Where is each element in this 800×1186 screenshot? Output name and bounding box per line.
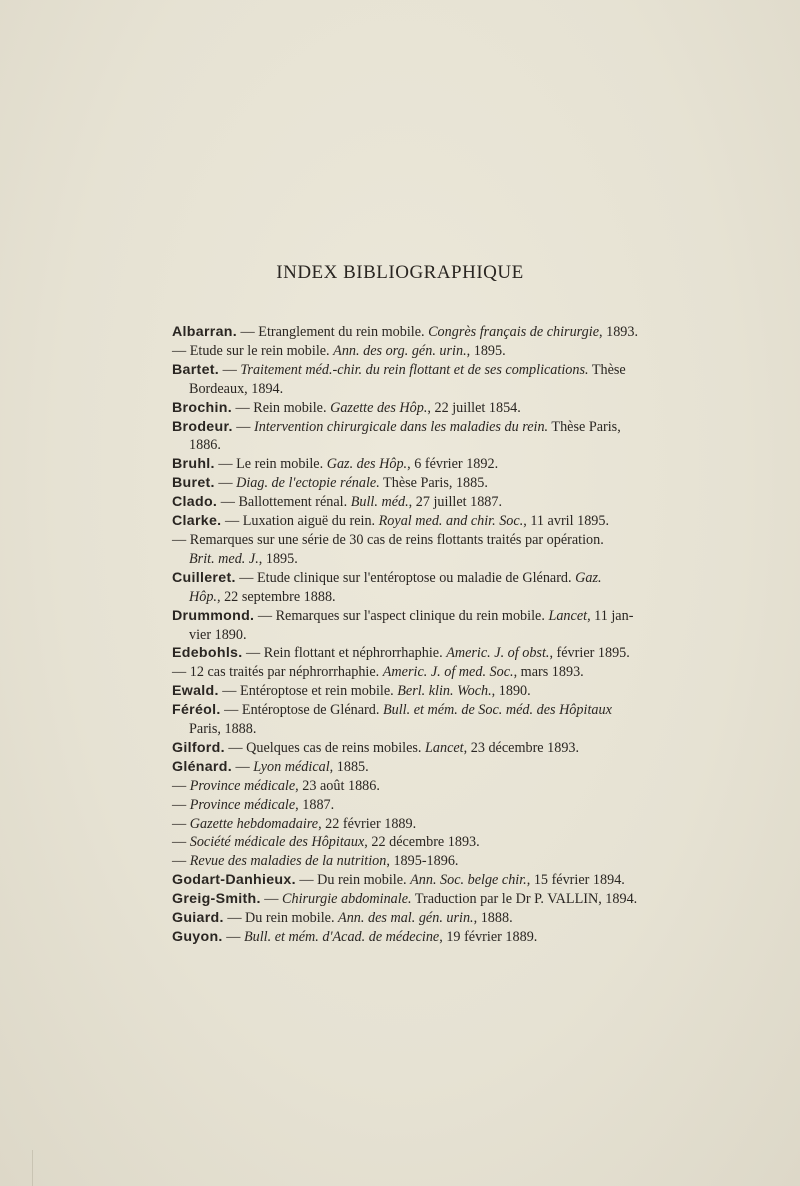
- author-name: Bruhl.: [172, 456, 215, 473]
- publication-title: Congrès français de chirurgie: [428, 324, 599, 340]
- author-name: Bartet.: [172, 361, 220, 378]
- bibliography-entry: [172, 701, 662, 739]
- entry-tail: , 1885.: [329, 758, 369, 775]
- entry-text: —: [172, 796, 190, 813]
- entry-tail: , 1895.: [466, 342, 506, 359]
- entry-tail: , 11 avril 1895.: [523, 513, 610, 530]
- author-name: Féréol.: [172, 702, 221, 719]
- publication-title: Gaz. des Hôp.: [326, 456, 408, 473]
- entry-text: — Quelques cas de reins mobiles.: [224, 739, 425, 756]
- entry-tail: , 11 jan-: [587, 607, 634, 624]
- continuation-text: Bordeaux, 1894.: [189, 380, 284, 397]
- entry-tail: , 15 février 1894.: [526, 872, 625, 889]
- entry-text: — Remarques sur l'aspect clinique du rein mobile.: [254, 607, 549, 624]
- author-name: Buret.: [172, 475, 215, 492]
- author-name: Godart-Danhieux.: [172, 872, 296, 889]
- entry-tail: , 1893.: [599, 324, 639, 340]
- bibliography-entry: [172, 342, 662, 361]
- author-name: Ewald.: [172, 683, 219, 700]
- bibliography-entry: [172, 644, 662, 663]
- bibliography-entry: [172, 361, 662, 399]
- entry-tail: , 19 février 1889.: [439, 929, 538, 945]
- entry-tail: , 23 décembre 1893.: [463, 739, 580, 756]
- publication-title: Royal med. and chir. Soc.: [378, 513, 524, 530]
- publication-title: Chirurgie abdominale.: [282, 891, 412, 908]
- entry-tail: , février 1895.: [549, 645, 630, 662]
- publication-title: Gazette hebdomadaire: [189, 815, 319, 832]
- entry-tail: , 6 février 1892.: [407, 456, 499, 473]
- continuation-tail: , 1895.: [258, 550, 298, 567]
- publication-title: Bull. et mém. de Soc. méd. des Hôpitaux: [382, 702, 612, 719]
- publication-title: Gaz.: [575, 569, 602, 586]
- entry-text: — Le rein mobile.: [214, 456, 327, 473]
- continuation-text: 1886.: [189, 437, 221, 454]
- entry-tail: , 1887.: [295, 796, 335, 813]
- entry-tail: , 22 février 1889.: [318, 815, 417, 832]
- entry-text: —: [172, 853, 190, 870]
- bibliography-entry: [172, 909, 662, 928]
- entry-tail: Thèse Paris,: [548, 418, 621, 435]
- publication-title: Americ. J. of med. Soc.: [382, 664, 514, 681]
- bibliography-entry: [172, 474, 662, 493]
- margin-rule: [32, 1150, 33, 1186]
- entry-text: — Du rein mobile.: [223, 910, 339, 927]
- continuation-tail: , 22 septembre 1888.: [216, 588, 336, 605]
- author-name: Greig-Smith.: [172, 891, 261, 908]
- author-name: Albarran.: [172, 324, 237, 340]
- publication-title: Intervention chirurgicale dans les maladies du rein.: [254, 418, 549, 435]
- entry-continuation: [172, 588, 662, 607]
- entry-tail: Traduction par le Dr P. VALLIN, 1894.: [411, 891, 638, 908]
- publication-title: Berl. klin. Woch.: [397, 683, 492, 700]
- bibliography-entry: [172, 663, 662, 682]
- entry-text: — Luxation aiguë du rein.: [221, 513, 379, 530]
- publication-title: Lancet: [425, 739, 464, 756]
- entry-text: — 12 cas traités par néphrorrhaphie.: [172, 664, 383, 681]
- entry-tail: , 22 juillet 1854.: [427, 399, 521, 416]
- author-name: Clarke.: [172, 513, 222, 530]
- entry-text: — Etranglement du rein mobile.: [237, 324, 429, 340]
- bibliography-entry: [172, 739, 662, 758]
- entry-tail: Thèse: [588, 361, 626, 378]
- entry-tail: Thèse Paris, 1885.: [379, 475, 488, 492]
- entry-text: —: [231, 758, 254, 775]
- publication-title: Gazette des Hôp.: [330, 399, 428, 416]
- entry-text: — Etude clinique sur l'entéroptose ou maladie de Glénard.: [235, 569, 576, 586]
- entry-text: —: [219, 361, 241, 378]
- bibliography-entry: [172, 607, 662, 645]
- publication-title: Province médicale: [189, 777, 296, 794]
- bibliography-entry: [172, 815, 662, 834]
- entry-tail: , 1895-1896.: [386, 853, 459, 870]
- author-name: Brodeur.: [172, 418, 233, 435]
- entry-tail: , 23 août 1886.: [295, 777, 380, 794]
- entry-text: — Rein mobile.: [231, 399, 331, 416]
- entry-text: —: [172, 834, 190, 851]
- entry-continuation: [172, 550, 662, 569]
- entry-continuation: [172, 380, 662, 399]
- bibliography-entry: [172, 493, 662, 512]
- author-name: Glénard.: [172, 758, 232, 775]
- entry-text: —: [222, 929, 244, 945]
- entry-text: — Entéroptose et rein mobile.: [218, 683, 398, 700]
- author-name: Guiard.: [172, 910, 224, 927]
- entry-continuation: [172, 626, 662, 645]
- continuation-text: Paris, 1888.: [189, 721, 257, 738]
- publication-title: Bull. et mém. d'Acad. de médecine: [243, 929, 440, 945]
- publication-title: Ann. des org. gén. urin.: [333, 342, 467, 359]
- bibliography-entry: [172, 682, 662, 701]
- publication-title: Société médicale des Hôpitaux: [189, 834, 365, 851]
- bibliography-entry: [172, 833, 662, 852]
- page-title: INDEX BIBLIOGRAPHIQUE: [276, 262, 524, 283]
- author-name: Cuilleret.: [172, 569, 236, 586]
- author-name: Clado.: [172, 494, 218, 511]
- entry-text: — Etude sur le rein mobile.: [172, 342, 334, 359]
- entry-tail: , mars 1893.: [513, 664, 584, 681]
- entry-tail: , 22 décembre 1893.: [364, 834, 480, 851]
- entry-tail: , 27 juillet 1887.: [408, 494, 503, 511]
- publication-title: Province médicale: [189, 796, 296, 813]
- entry-tail: , 1888.: [473, 910, 513, 927]
- author-name: Gilford.: [172, 739, 225, 756]
- bibliography-entry: [172, 796, 662, 815]
- publication-title: Lyon médical: [253, 758, 330, 775]
- bibliography-entry: [172, 399, 662, 418]
- author-name: Drummond.: [172, 607, 255, 624]
- entry-text: —: [214, 475, 237, 492]
- publication-title: Traitement méd.-chir. du rein flottant et de ses complications.: [240, 361, 589, 378]
- entry-text: — Rein flottant et néphrorrhaphie.: [242, 645, 447, 662]
- entry-text: —: [260, 891, 283, 908]
- entry-text: — Ballottement rénal.: [217, 494, 351, 511]
- bibliography-entry: [172, 890, 662, 909]
- entry-text: — Entéroptose de Glénard.: [220, 702, 383, 719]
- publication-title: Ann. Soc. belge chir.: [410, 872, 527, 889]
- bibliography-entry: [172, 852, 662, 871]
- publication-title: Ann. des mal. gén. urin.: [338, 910, 474, 927]
- continuation-text: vier 1890.: [189, 626, 247, 643]
- entry-text: —: [172, 777, 190, 794]
- bibliography-entry: [172, 323, 662, 342]
- entry-text: — Du rein mobile.: [295, 872, 411, 889]
- publication-title: Diag. de l'ectopie rénale.: [236, 475, 380, 492]
- bibliography-entry: [172, 512, 662, 531]
- entry-continuation: [172, 436, 662, 455]
- bibliography-entry: [172, 777, 662, 796]
- bibliography-list: [172, 323, 662, 947]
- bibliography-entry: [172, 928, 662, 947]
- publication-title: Lancet: [548, 607, 588, 624]
- entry-text: — Remarques sur une série de 30 cas de reins flottants traités par opération.: [172, 531, 604, 548]
- bibliography-entry: [172, 871, 662, 890]
- author-name: Edebohls.: [172, 645, 243, 662]
- bibliography-entry: [172, 758, 662, 777]
- author-name: Guyon.: [172, 929, 223, 945]
- entry-text: —: [232, 418, 255, 435]
- publication-title: Revue des maladies de la nutrition: [189, 853, 387, 870]
- bibliography-entry: [172, 455, 662, 474]
- continuation-title: Hôp.: [189, 588, 217, 605]
- entry-text: —: [172, 815, 190, 832]
- author-name: Brochin.: [172, 399, 232, 416]
- entry-continuation: [172, 720, 662, 739]
- entry-tail: , 1890.: [491, 683, 531, 700]
- bibliography-entry: [172, 569, 662, 607]
- publication-title: Americ. J. of obst.: [446, 645, 550, 662]
- publication-title: Bull. méd.: [350, 494, 409, 511]
- continuation-title: Brit. med. J.: [189, 550, 259, 567]
- bibliography-entry: [172, 418, 662, 456]
- bibliography-entry: [172, 531, 662, 569]
